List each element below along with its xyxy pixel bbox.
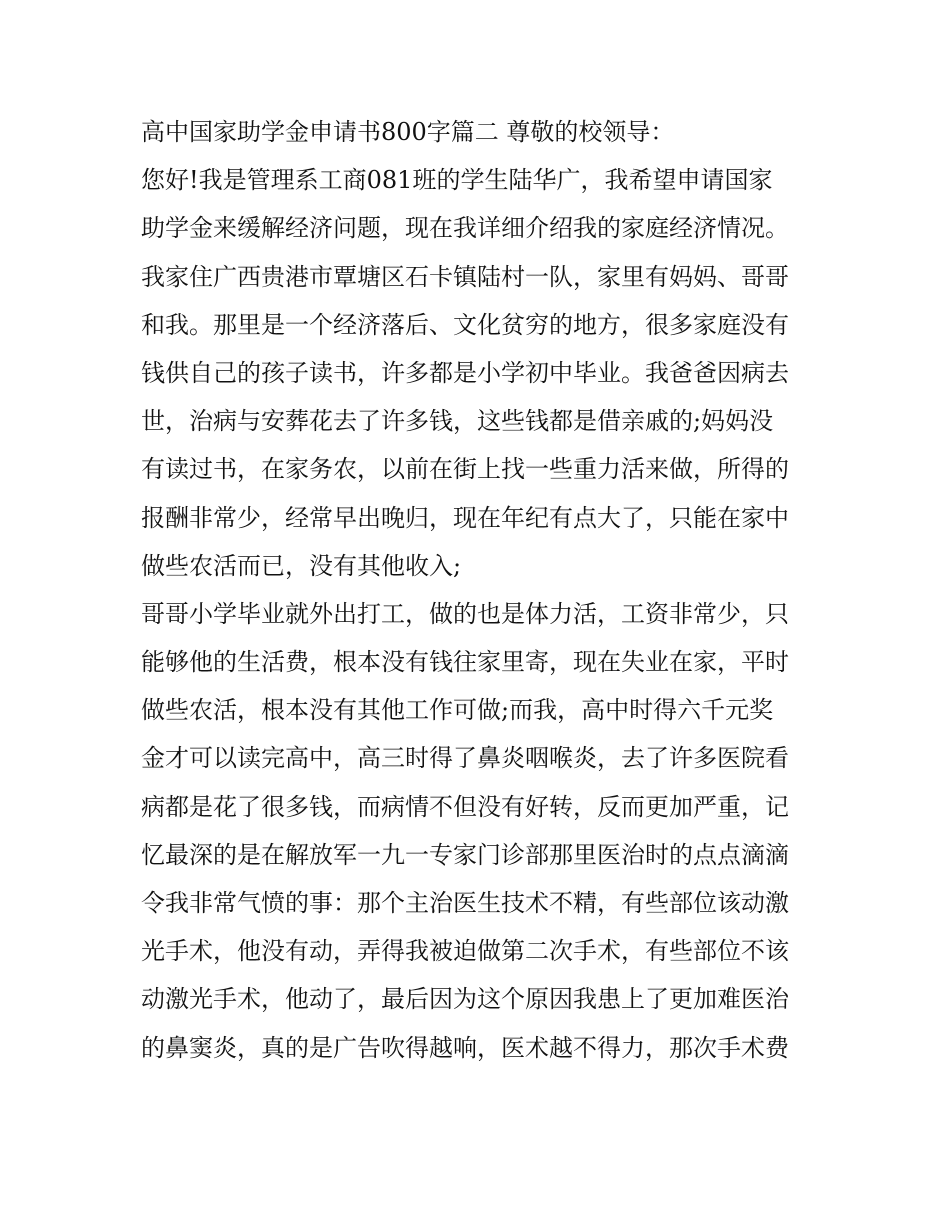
text-line: 哥哥小学毕业就外出打工，做的也是体力活，工资非常少，只 — [141, 599, 789, 628]
text-line: 您好!我是管理系工商081班的学生陆华广，我希望申请国家 — [141, 166, 773, 195]
text-line: 钱供自己的孩子读书，许多都是小学初中毕业。我爸爸因病去 — [141, 358, 789, 387]
text-line: 和我。那里是一个经济落后、文化贫穷的地方，很多家庭没有 — [141, 310, 789, 339]
text-line: 能够他的生活费，根本没有钱往家里寄，现在失业在家，平时 — [141, 648, 789, 677]
title-line: 高中国家助学金申请书800字篇二 尊敬的校领导： — [141, 118, 675, 146]
text-line: 世，治病与安葬花去了许多钱，这些钱都是借亲戚的;妈妈没 — [141, 407, 774, 436]
text-line: 忆最深的是在解放军一九一专家门诊部那里医治时的点点滴滴 — [141, 840, 789, 869]
text-line: 光手术，他没有动，弄得我被迫做第二次手术，有些部位不该 — [141, 937, 789, 966]
text-line: 病都是花了很多钱，而病情不但没有好转，反而更加严重，记 — [141, 792, 789, 821]
text-line: 做些农活而已，没有其他收入; — [141, 551, 462, 580]
text-line: 报酬非常少，经常早出晚归，现在年纪有点大了，只能在家中 — [141, 503, 789, 532]
text-line: 有读过书，在家务农，以前在街上找一些重力活来做，所得的 — [141, 455, 789, 484]
document-body — [141, 108, 821, 1072]
text-line: 的鼻窦炎，真的是广告吹得越响，医术越不得力，那次手术费 — [141, 1033, 789, 1062]
text-line: 金才可以读完高中，高三时得了鼻炎咽喉炎，去了许多医院看 — [141, 744, 789, 773]
text-line: 我家住广西贵港市覃塘区石卡镇陆村一队，家里有妈妈、哥哥 — [141, 262, 789, 291]
text-line: 令我非常气愤的事：那个主治医生技术不精，有些部位该动激 — [141, 889, 789, 917]
text-line: 动激光手术，他动了，最后因为这个原因我患上了更加难医治 — [141, 985, 789, 1014]
text-line: 做些农活，根本没有其他工作可做;而我，高中时得六千元奖 — [141, 696, 774, 725]
text-line: 助学金来缓解经济问题，现在我详细介绍我的家庭经济情况。 — [141, 214, 789, 243]
